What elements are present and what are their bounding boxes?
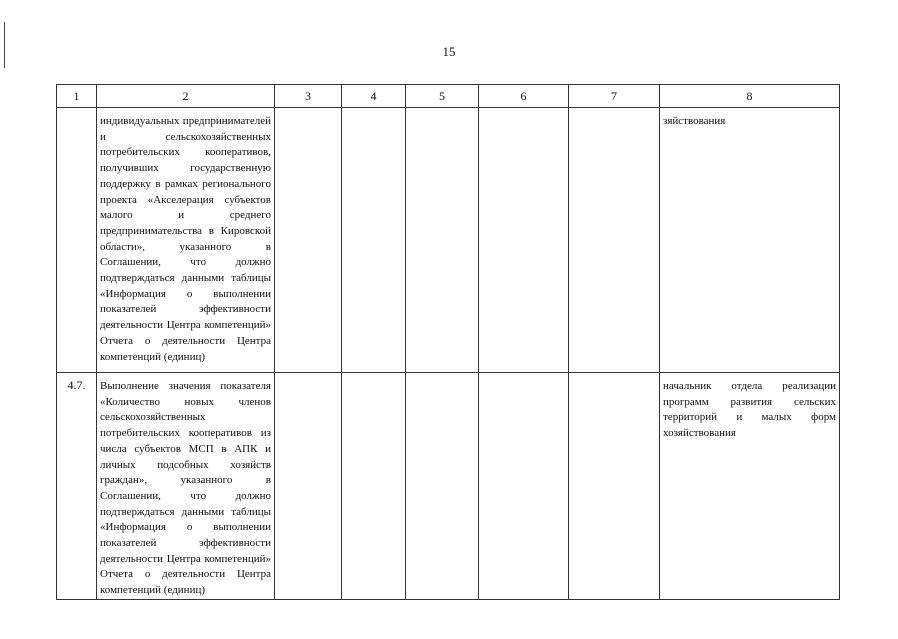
empty-cell: [275, 108, 342, 373]
column-header: 8: [660, 85, 840, 108]
empty-cell: [342, 108, 406, 373]
table-header-row: [57, 85, 840, 108]
empty-cell: [569, 108, 660, 373]
empty-cell: [406, 108, 479, 373]
empty-cell: [275, 373, 342, 600]
column-header: 5: [406, 85, 479, 108]
table-row: [57, 373, 840, 600]
responsible-cell: [660, 373, 840, 600]
empty-cell: [342, 373, 406, 600]
responsible-cell: [660, 108, 840, 373]
empty-cell: [479, 108, 569, 373]
table-row: [57, 108, 840, 373]
empty-cell: [479, 373, 569, 600]
empty-cell: [569, 373, 660, 600]
column-header: 6: [479, 85, 569, 108]
indicator-description: индивидуальных предпринимателей и сельскохозяйственных потребительских кооперативов, получивших государственную поддержку в рамках регионального проекта «Акселерация субъектов малого и среднего предпринимательства в Кировской области», указанного в Соглашении, что должно подтверждаться данными таблицы «Информация о выполнении показателей эффективности деятельности Центра компетенций» Отчета о деятельности Центра компетенций (единиц): [100, 115, 271, 363]
row-number-cell: [57, 373, 97, 600]
document-table: [56, 84, 840, 600]
row-number: [57, 108, 96, 113]
page-number: 15: [442, 44, 456, 59]
row-number-cell: [57, 108, 97, 373]
column-header: 1: [57, 85, 97, 108]
description-cell: [97, 373, 275, 600]
row-number: 4.7.: [67, 378, 86, 392]
responsible-person: зяйствования: [663, 115, 726, 127]
column-header: 7: [569, 85, 660, 108]
responsible-person: начальник отдела реализации программ развития сельских территорий и малых форм хозяйствования: [663, 380, 836, 440]
column-header: 2: [97, 85, 275, 108]
indicator-description: Выполнение значения показателя «Количество новых членов сельскохозяйственных потребительских кооперативов из числа субъектов МСП в АПК и личных подсобных хозяйств граждан», указанного в Соглашении, что должно подтверждаться данными таблицы «Информация о выполнении показателей эффективности деятельности Центра компетенций» Отчета о деятельности Центра компетенций (единиц): [100, 380, 271, 597]
column-header: 4: [342, 85, 406, 108]
empty-cell: [406, 373, 479, 600]
column-header: 3: [275, 85, 342, 108]
description-cell: [97, 108, 275, 373]
